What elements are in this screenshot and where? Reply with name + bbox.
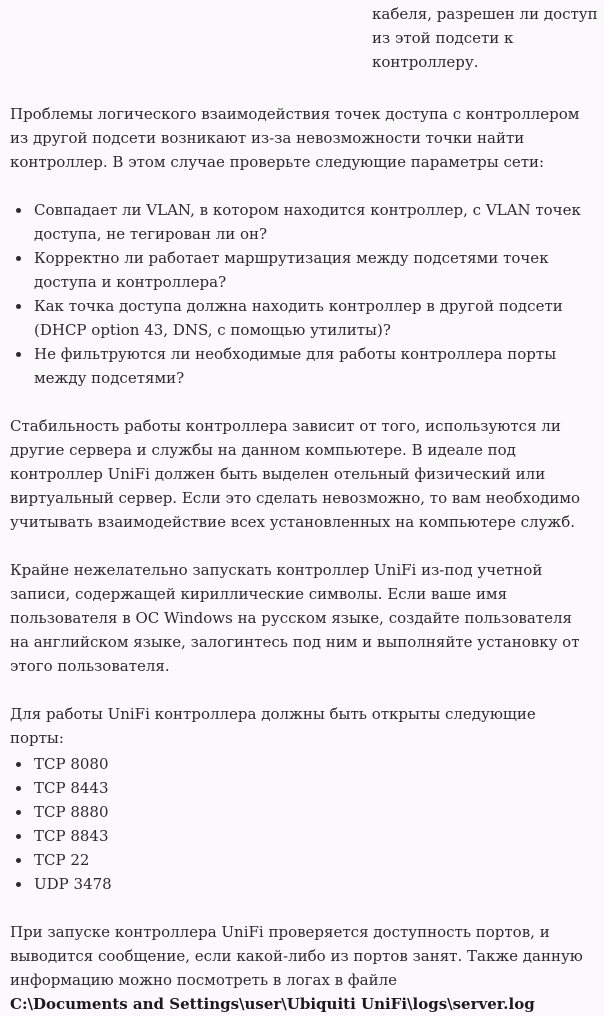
paragraph-port-check	[10, 920, 590, 1016]
article-body	[10, 102, 590, 1016]
text-line: из этой подсети к	[372, 29, 514, 47]
log-file-path: C:\Documents and Settings\user\Ubiquiti UniFi\logs\server.log	[10, 995, 535, 1013]
port-item: TCP 8443	[34, 776, 590, 800]
port-item: TCP 8080	[34, 752, 590, 776]
port-item: TCP 22	[34, 848, 590, 872]
paragraph-cyrillic-warning: Крайне нежелательно запускать контроллер UniFi из-под учетной записи, содержащей кириллические символы. Если ваше имя пользователя в ОС Windows на русском языке, создайте пользователя на английском языке, залогинтесь под ним и выполняйте установку от этого пользователя.	[10, 561, 580, 675]
port-item: TCP 8880	[34, 800, 590, 824]
paragraph-stability: Стабильность работы контроллера зависит от того, используются ли другие сервера и службы на данном компьютере. В идеале под контроллер UniFi должен быть выделен отельный физический или виртуальный сервер. Если это сделать невозможно, то вам необходимо учитывать взаимодействие всех установленных на компьютере служб.	[10, 417, 581, 531]
previous-text-fragment	[372, 2, 598, 74]
list-item: Корректно ли работает маршрутизация между подсетями точек доступа и контроллера?	[34, 246, 590, 294]
list-item: Не фильтруются ли необходимые для работы контроллера порты между подсетями?	[34, 342, 590, 390]
port-item: UDP 3478	[34, 872, 590, 896]
port-check-text: При запуске контроллера UniFi проверяется доступность портов, и выводится сообщение, если какой-либо из портов занят. Также данную информацию можно посмотреть в логах в файле	[10, 923, 583, 989]
paragraph-subnet-problems: Проблемы логического взаимодействия точек доступа с контроллером из другой подсети возникают из-за невозможности точки найти контроллер. В этом случае проверьте следующие параметры сети:	[10, 105, 580, 171]
text-line: кабеля, разрешен ли доступ	[372, 5, 598, 23]
list-item: Совпадает ли VLAN, в котором находится контроллер, с VLAN точек доступа, не тегирован ли он?	[34, 198, 590, 246]
ports-list	[10, 752, 590, 896]
text-line: контроллеру.	[372, 53, 479, 71]
list-item: Как точка доступа должна находить контроллер в другой подсети (DHCP option 43, DNS, с помощью утилиты)?	[34, 294, 590, 342]
network-checklist	[10, 198, 590, 390]
port-item: TCP 8843	[34, 824, 590, 848]
paragraph-ports-intro: Для работы UniFi контроллера должны быть открыты следующие порты:	[10, 705, 536, 747]
